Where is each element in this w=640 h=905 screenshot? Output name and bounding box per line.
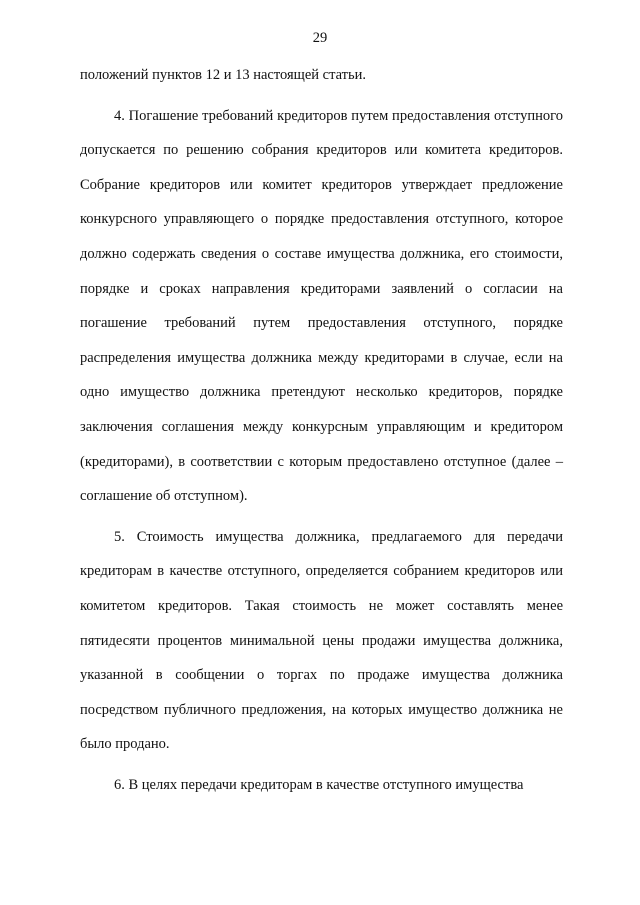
paragraph-item-5: 5. Стоимость имущества должника, предлагаемого для передачи кредиторам в качестве отступного, определяется собранием кредиторов или комитетом кредиторов. Такая стоимость не может составлять менее пятидесяти процентов минимальной цены продажи имущества должника, указанной в сообщении о торгах по продаже имущества должника посредством публичного предложения, на которых имущество должника не было продано. bbox=[80, 528, 563, 753]
paragraph-continuation: положений пунктов 12 и 13 настоящей статьи. bbox=[80, 67, 366, 83]
paragraph-item-6: 6. В целях передачи кредиторам в качестве отступного имущества bbox=[114, 776, 524, 793]
page-number: 29 bbox=[312, 30, 328, 46]
paragraph-item-4: 4. Погашение требований кредиторов путем предоставления отступного допускается по решению собрания кредиторов или комитета кредиторов. Собрание кредиторов или комитет кредиторов утверждает предложение конкурсного управляющего о порядке предоставления отступного, которое должно содержать сведения о составе имущества должника, его стоимости, порядке и сроках направления кредиторами заявлений о согласии на погашение требований путем предоставления отступного, порядке распределения имущества должника между кредиторами в случае, если на одно имущество должника претендуют несколько кредиторов, порядке заключения соглашения между конкурсным управляющим и кредитором (кредиторами), в соответствии с которым предоставлено отступное (далее – соглашение об отступном). bbox=[80, 107, 563, 505]
document-body bbox=[80, 58, 563, 802]
